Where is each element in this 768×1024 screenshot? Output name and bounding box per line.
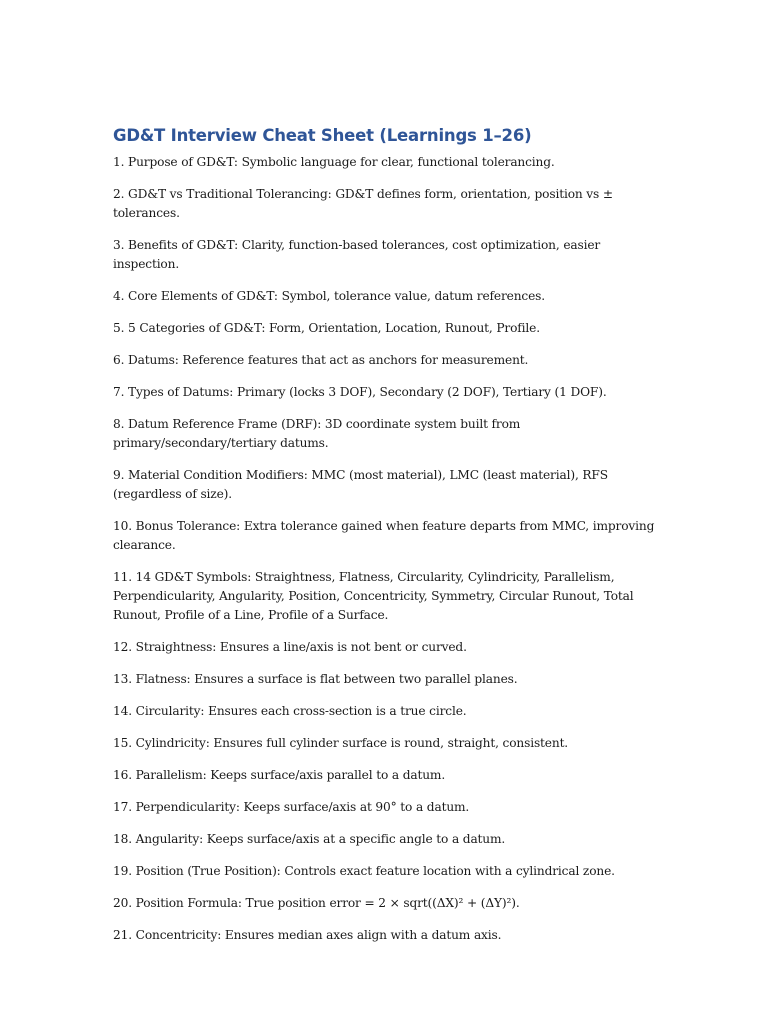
list-item: 1. Purpose of GD&T: Symbolic language for clear, functional tolerancing. (113, 155, 555, 169)
document-title: GD&T Interview Cheat Sheet (Learnings 1–26) (113, 126, 532, 145)
list-item: 6. Datums: Reference features that act as anchors for measurement. (113, 353, 529, 367)
list-item: 18. Angularity: Keeps surface/axis at a specific angle to a datum. (113, 832, 506, 846)
list-item: 8. Datum Reference Frame (DRF): 3D coordinate system built from primary/secondary/tertiary datums. (113, 417, 521, 450)
list-item: 12. Straightness: Ensures a line/axis is not bent or curved. (113, 640, 467, 654)
list-item: 17. Perpendicularity: Keeps surface/axis at 90° to a datum. (113, 800, 470, 814)
list-item: 14. Circularity: Ensures each cross-section is a true circle. (113, 704, 467, 718)
cheat-sheet-list (113, 153, 663, 945)
list-item: 9. Material Condition Modifiers: MMC (most material), LMC (least material), RFS (regardless of size). (113, 468, 608, 501)
list-item: 13. Flatness: Ensures a surface is flat between two parallel planes. (113, 672, 518, 686)
list-item: 5. 5 Categories of GD&T: Form, Orientation, Location, Runout, Profile. (113, 321, 540, 335)
list-item: 20. Position Formula: True position error = 2 × sqrt((ΔX)² + (ΔY)²). (113, 896, 520, 910)
list-item: 3. Benefits of GD&T: Clarity, function-based tolerances, cost optimization, easier inspection. (113, 238, 601, 271)
list-item: 15. Cylindricity: Ensures full cylinder surface is round, straight, consistent. (113, 736, 569, 750)
list-item: 2. GD&T vs Traditional Tolerancing: GD&T defines form, orientation, position vs ± tolerances. (113, 187, 613, 220)
document-content (113, 125, 663, 958)
list-item: 4. Core Elements of GD&T: Symbol, tolerance value, datum references. (113, 289, 545, 303)
list-item: 10. Bonus Tolerance: Extra tolerance gained when feature departs from MMC, improving clearance. (113, 519, 655, 552)
list-item: 19. Position (True Position): Controls exact feature location with a cylindrical zone. (113, 864, 615, 878)
list-item: 7. Types of Datums: Primary (locks 3 DOF), Secondary (2 DOF), Tertiary (1 DOF). (113, 385, 607, 399)
list-item: 16. Parallelism: Keeps surface/axis parallel to a datum. (113, 768, 446, 782)
list-item: 21. Concentricity: Ensures median axes align with a datum axis. (113, 928, 502, 942)
list-item: 11. 14 GD&T Symbols: Straightness, Flatness, Circularity, Cylindricity, Parallelism, Perpendicularity, Angularity, Position, Concentricity, Symmetry, Circular Runout, Total Runout, Profile of a Line, Profile of a Surface. (113, 570, 634, 622)
